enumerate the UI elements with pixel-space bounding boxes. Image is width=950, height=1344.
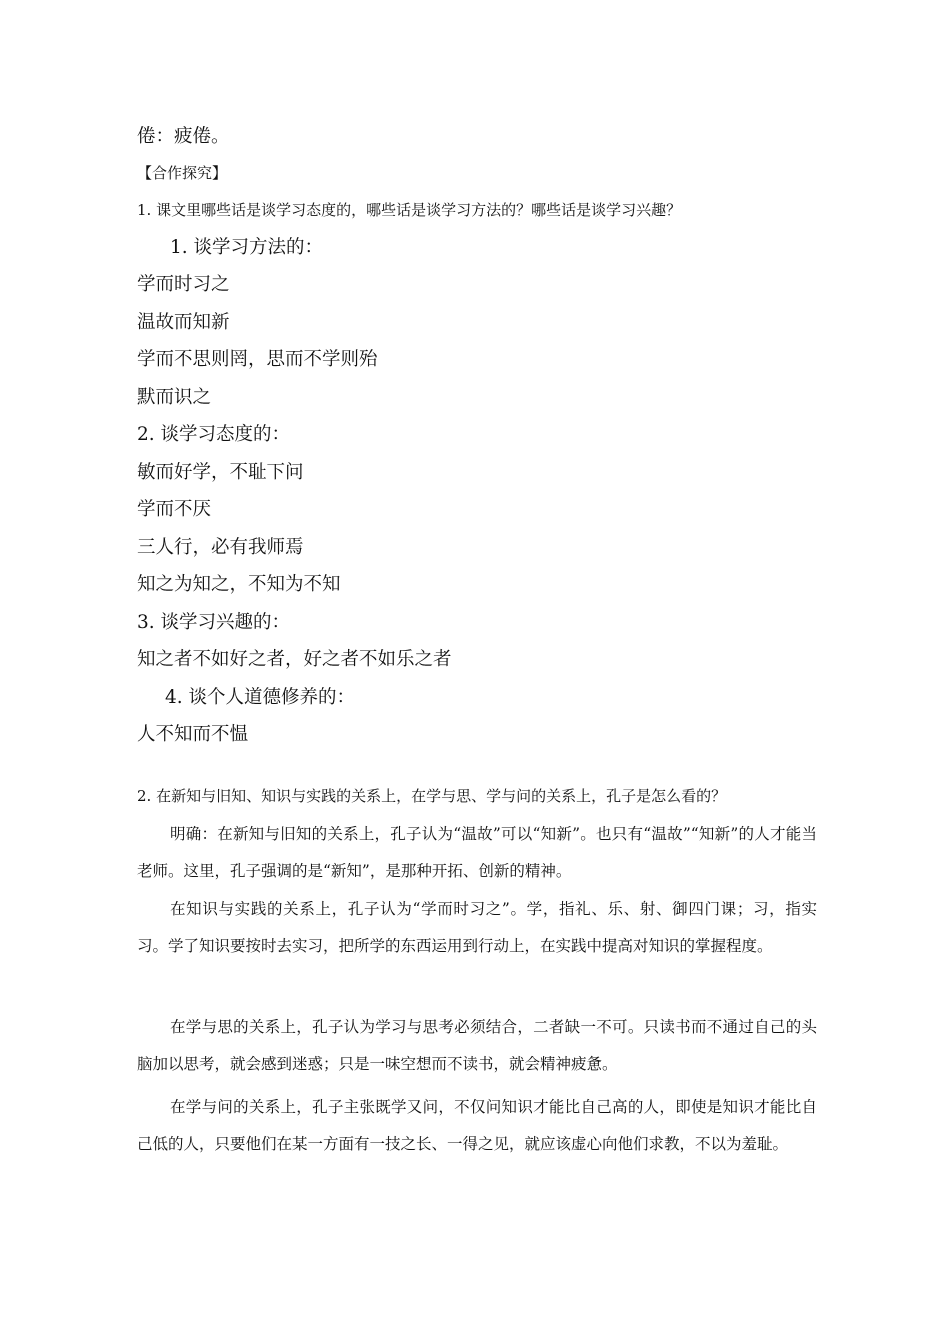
quote-line: 三人行，必有我师焉 [137, 537, 304, 558]
answer-paragraph-1: 明确：在新知与旧知的关系上，孔子认为“温故”可以“知新”。也只有“温故”“知新”的人才能当老师。这里，孔子强调的是“新知”，是那种开拓、创新的精神。 [137, 825, 817, 880]
quote-line: 学而不思则罔，思而不学则殆 [137, 349, 378, 370]
list-heading-method: 1. 谈学习方法的： [170, 237, 324, 258]
quote-line: 敏而好学，不耻下问 [137, 462, 304, 483]
list-heading-morality: 4. 谈个人道德修养的： [165, 687, 356, 708]
section-heading: 【合作探究】 [137, 164, 228, 182]
quote-line: 知之为知之，不知为不知 [137, 574, 341, 595]
question-1: 1. 课文里哪些话是谈学习态度的，哪些话是谈学习方法的？哪些话是谈学习兴趣？ [137, 201, 682, 219]
list-heading-interest: 3. 谈学习兴趣的： [137, 612, 291, 633]
answer-paragraph-3: 在学与思的关系上，孔子认为学习与思考必须结合，二者缺一不可。只读书而不通过自己的头脑加以思考，就会感到迷惑；只是一味空想而不读书，就会精神疲惫。 [137, 1018, 817, 1073]
quote-line: 温故而知新 [137, 312, 230, 333]
quote-line: 人不知而不愠 [137, 724, 249, 745]
quote-line: 知之者不如好之者，好之者不如乐之者 [137, 649, 452, 670]
answer-paragraph-2: 在知识与实践的关系上，孔子认为“学而时习之”。学，指礼、乐、射、御四门课；习，指实习。学了知识要按时去实习，把所学的东西运用到行动上，在实践中提高对知识的掌握程度。 [137, 900, 817, 955]
quote-line: 学而时习之 [137, 274, 230, 295]
answer-paragraph-4: 在学与问的关系上，孔子主张既学又问，不仅问知识才能比自己高的人，即使是知识才能比自己低的人，只要他们在某一方面有一技之长、一得之见，就应该虚心向他们求教，不以为羞耻。 [137, 1098, 817, 1153]
quote-line: 默而识之 [137, 387, 212, 408]
definition-line: 倦：疲倦。 [137, 126, 230, 147]
question-2: 2. 在新知与旧知、知识与实践的关系上，在学与思、学与问的关系上，孔子是怎么看的？ [137, 787, 727, 805]
list-heading-attitude: 2. 谈学习态度的： [137, 424, 291, 445]
quote-line: 学而不厌 [137, 499, 212, 520]
